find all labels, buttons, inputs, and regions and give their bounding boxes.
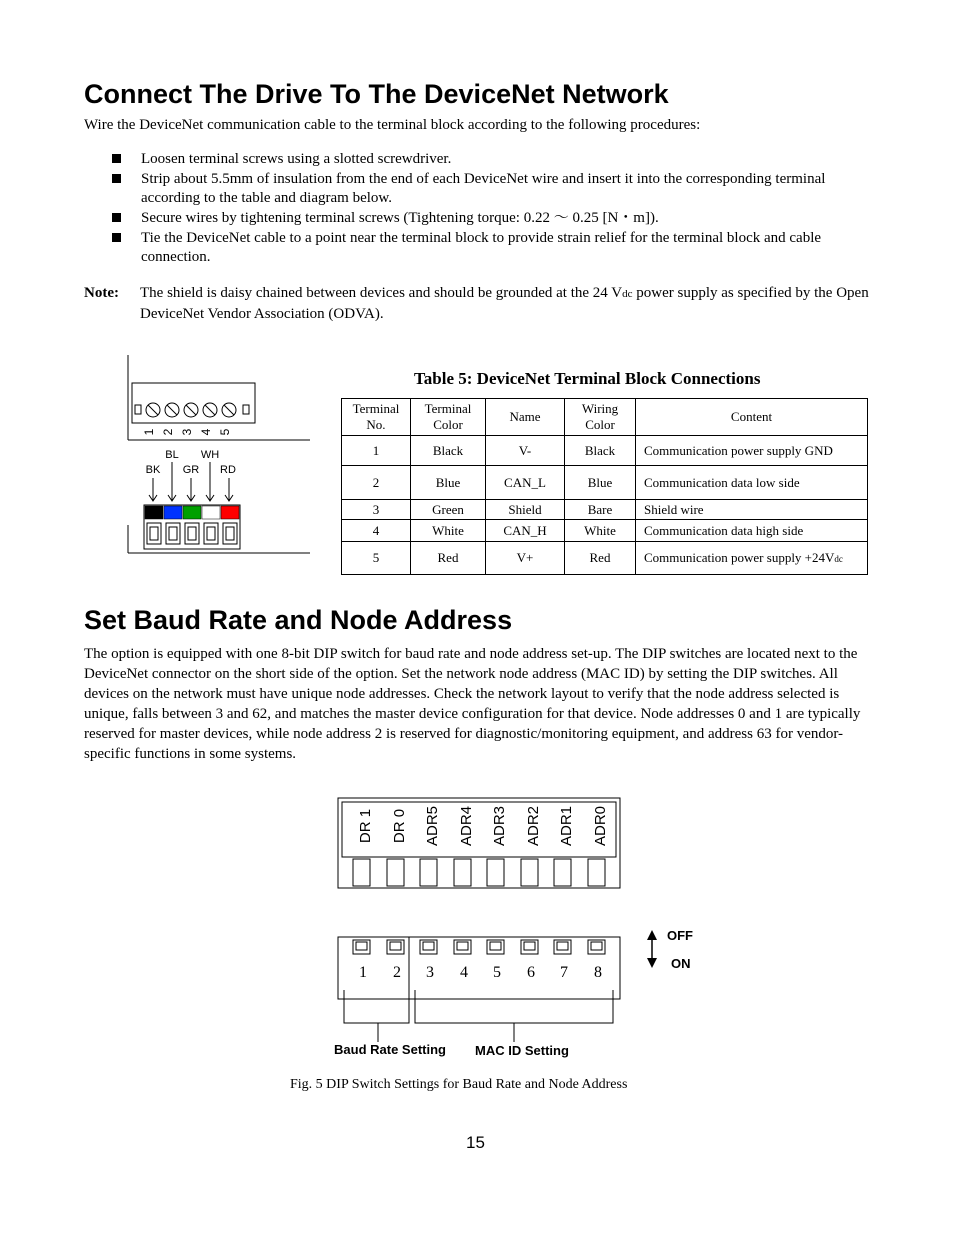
figure-caption: Fig. 5 DIP Switch Settings for Baud Rate and Node Address <box>290 1077 628 1092</box>
wire-label-wh: WH <box>200 449 220 461</box>
bullet-icon <box>112 174 121 183</box>
wire-color-black <box>145 506 163 519</box>
note-label: Note: <box>84 285 119 301</box>
header-terminal-no: Terminal No. <box>342 399 411 436</box>
list-item: Tie the DeviceNet cable to a point near the terminal block to provide strain relief for the terminal block and cable connection. <box>110 229 870 267</box>
dip-switch-diagram <box>320 790 720 1070</box>
wire-color-green <box>183 506 201 519</box>
terminal-number: 1 <box>142 428 156 436</box>
baud-body-text: The option is equipped with one 8-bit DIP switch for baud rate and node address set-up. The DIP switches are located next to the DeviceNet connector on the short side of the option. Set the network node address (MAC ID) by setting the DIP switches. All devices on the network must have unique node addresses. Check the network layout to verify that the node address selected is unique, falls between 3 and 62, and matches the master device configuration for that device. Node addresses 0 and 1 are typically reserved for master devices, while node address 2 is reserved for diagnostic/monitoring equipment, and address 63 for vendor-specific functions in some systems. <box>84 646 861 762</box>
procedure-list <box>110 150 870 268</box>
list-item: Strip about 5.5mm of insulation from the end of each DeviceNet wire and insert it into the corresponding terminal according to the table and diagram below. <box>110 170 870 208</box>
off-on-arrow-icon <box>647 930 657 968</box>
header-wiring-color: Wiring Color <box>565 399 636 436</box>
dip-pins-top <box>353 859 605 886</box>
header-terminal-color: Terminal Color <box>411 399 486 436</box>
dip-switch-labels <box>357 806 609 846</box>
switch-number: 5 <box>493 964 501 981</box>
switch-number: 6 <box>527 964 535 981</box>
switch-number: 3 <box>426 964 434 981</box>
plug-sockets <box>147 523 237 544</box>
table-header-row <box>342 399 868 436</box>
mac-bracket <box>415 990 613 1023</box>
dip-label: ADR5 <box>424 805 441 847</box>
switch-number: 1 <box>359 964 367 981</box>
intro-text: Wire the DeviceNet communication cable to the terminal block according to the following procedures: <box>84 117 701 133</box>
header-name: Name <box>486 399 565 436</box>
wire-color-white <box>202 506 220 519</box>
bullet-icon <box>112 154 121 163</box>
dip-label: ADR0 <box>592 805 609 847</box>
off-label: OFF <box>667 928 693 943</box>
terminal-block-diagram <box>120 350 320 560</box>
wire-label-gr: GR <box>182 464 200 476</box>
baud-rate-label: Baud Rate Setting <box>334 1042 446 1057</box>
table-row: 4 White CAN_H White Communication data high side <box>342 520 868 542</box>
terminal-number: 5 <box>218 428 232 436</box>
list-item: Loosen terminal screws using a slotted screwdriver. <box>110 150 870 169</box>
wire-label-bk: BK <box>145 464 161 476</box>
terminal-number: 3 <box>180 428 194 436</box>
dip-switch-numbers <box>359 964 602 981</box>
table-row: 1 Black V- Black Communication power supply GND <box>342 436 868 466</box>
dip-label: DR 0 <box>391 808 408 844</box>
switch-number: 4 <box>460 964 468 981</box>
wire-color-blue <box>164 506 182 519</box>
dip-label: ADR1 <box>558 805 575 847</box>
bullet-icon <box>112 233 121 242</box>
mac-id-label: MAC ID Setting <box>475 1043 569 1058</box>
header-content: Content <box>636 399 868 436</box>
switch-number: 2 <box>393 964 401 981</box>
dip-switch-toggles <box>353 940 605 954</box>
wire-label-rd: RD <box>220 464 236 476</box>
section-title-baud: Set Baud Rate and Node Address <box>84 605 513 635</box>
table-row: 2 Blue CAN_L Blue Communication data low side <box>342 466 868 500</box>
table-row: 5 Red V+ Red Communication power supply +24Vdc <box>342 542 868 575</box>
page-number: 15 <box>466 1133 485 1152</box>
note <box>84 283 884 324</box>
bullet-icon <box>112 213 121 222</box>
section-title-connect: Connect The Drive To The DeviceNet Network <box>84 79 669 109</box>
terminal-connections-table <box>341 398 868 575</box>
table-title: Table 5: DeviceNet Terminal Block Connections <box>414 369 761 388</box>
dip-label: ADR2 <box>525 805 542 847</box>
table-row: 3 Green Shield Bare Shield wire <box>342 500 868 520</box>
switch-number: 8 <box>594 964 602 981</box>
terminal-number: 2 <box>161 428 175 436</box>
terminal-screws <box>146 403 236 417</box>
dip-label: DR 1 <box>357 808 374 844</box>
dip-label: ADR3 <box>491 805 508 847</box>
baud-bracket <box>344 990 409 1023</box>
on-label: ON <box>671 956 691 971</box>
wire-color-red <box>221 506 239 519</box>
terminal-number: 4 <box>199 428 213 436</box>
list-item: Secure wires by tightening terminal screws (Tightening torque: 0.22 ～ 0.25 [N・m]). <box>110 209 870 228</box>
switch-number: 7 <box>560 964 568 981</box>
note-text: The shield is daisy chained between devices and should be grounded at the 24 Vdc power supply as specified by the Open DeviceNet Vendor Association (ODVA). <box>140 285 869 322</box>
wire-label-bl: BL <box>165 449 179 461</box>
dip-label: ADR4 <box>458 805 475 847</box>
